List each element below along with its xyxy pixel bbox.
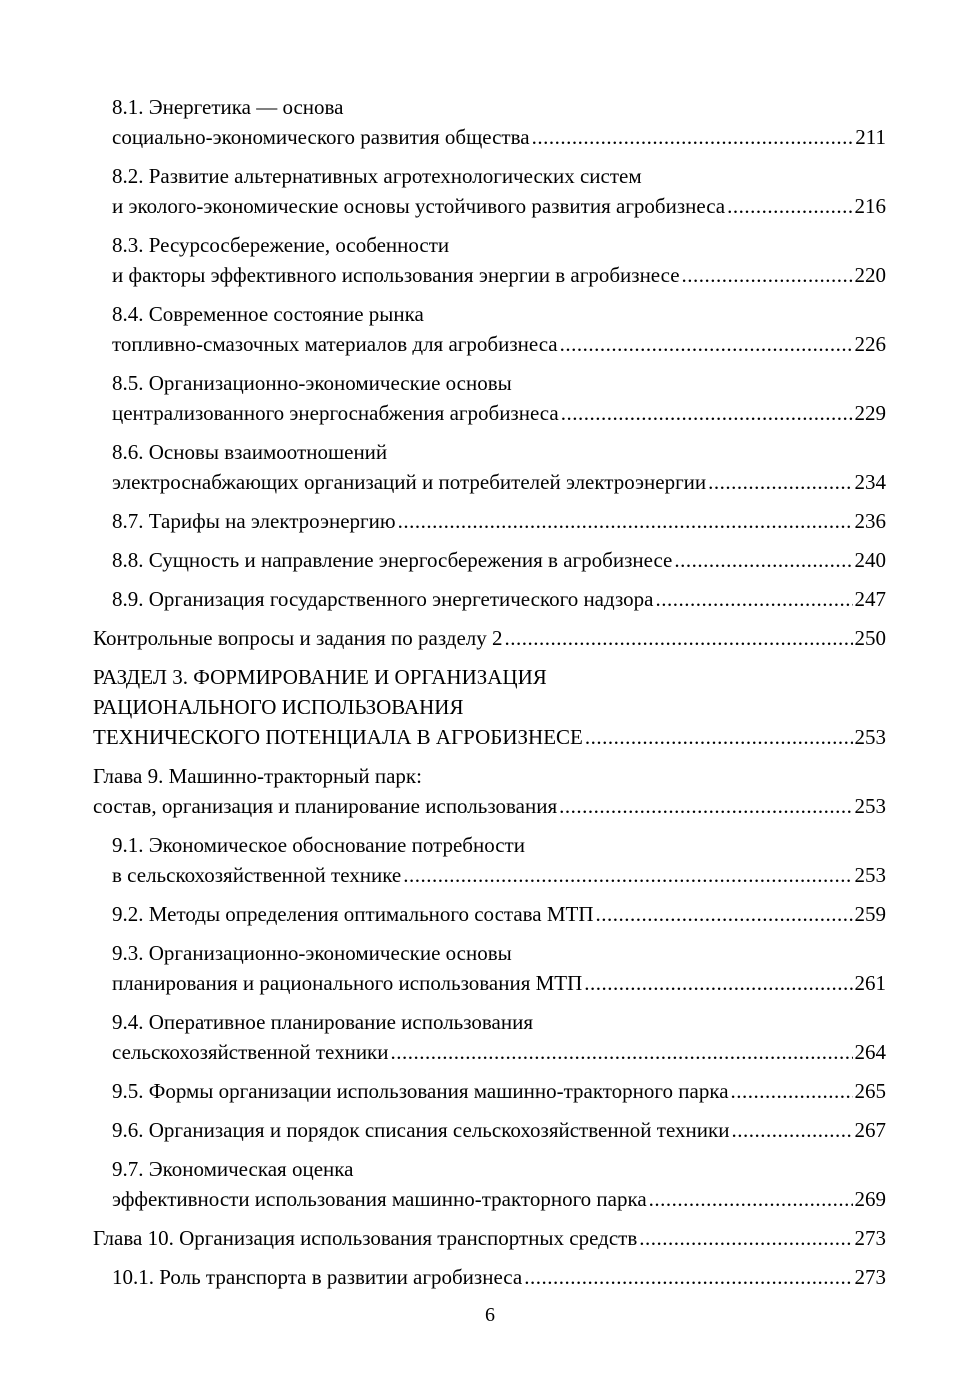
dot-leader bbox=[682, 260, 853, 290]
toc-entry-line: 9.7. Экономическая оценка bbox=[112, 1157, 354, 1181]
toc-entry[interactable] bbox=[93, 899, 886, 929]
toc-entry-line: 8.7. Тарифы на электроэнергию bbox=[112, 509, 396, 533]
toc-entry-line: Глава 9. Машинно-тракторный парк: bbox=[93, 764, 422, 788]
toc-entry[interactable] bbox=[93, 830, 886, 890]
toc-entry-last-line bbox=[112, 1115, 886, 1145]
toc-entry[interactable] bbox=[93, 938, 886, 998]
toc-entry-line: централизованного энергоснабжения агробизнеса bbox=[112, 401, 559, 425]
toc-entry-line: 8.2. Развитие альтернативных агротехнологических систем bbox=[112, 164, 642, 188]
toc-entry-line: РАЗДЕЛ 3. ФОРМИРОВАНИЕ И ОРГАНИЗАЦИЯ bbox=[93, 665, 547, 689]
dot-leader bbox=[532, 122, 854, 152]
toc-entry-line: 9.4. Оперативное планирование использования bbox=[112, 1010, 534, 1034]
dot-leader bbox=[708, 467, 852, 497]
toc-entry-line: 9.2. Методы определения оптимального состава МТП bbox=[112, 902, 594, 926]
dot-leader bbox=[585, 722, 853, 752]
toc-page-number: 211 bbox=[855, 125, 886, 149]
toc-page-number: 253 bbox=[854, 863, 886, 887]
dot-leader bbox=[559, 791, 852, 821]
toc-entry-last-line bbox=[112, 467, 886, 497]
toc-page-number: 265 bbox=[854, 1079, 886, 1103]
toc-entry-line: сельскохозяйственной техники bbox=[112, 1040, 389, 1064]
dot-leader bbox=[655, 584, 852, 614]
toc-entry-last-line bbox=[112, 398, 886, 428]
toc-entry-last-line bbox=[112, 899, 886, 929]
toc-entry-line: 9.1. Экономическое обоснование потребности bbox=[112, 833, 525, 857]
dot-leader bbox=[403, 860, 852, 890]
toc-entry[interactable] bbox=[93, 1115, 886, 1145]
toc-page-number: 253 bbox=[854, 725, 886, 749]
toc-page-number: 273 bbox=[854, 1265, 886, 1289]
toc-entry-line: 9.3. Организационно-экономические основы bbox=[112, 941, 512, 965]
toc-entry-line: 8.1. Энергетика — основа bbox=[112, 95, 344, 119]
toc-entry-line: эффективности использования машинно-тракторного парка bbox=[112, 1187, 647, 1211]
toc-entry[interactable] bbox=[93, 584, 886, 614]
toc-page-number: 259 bbox=[854, 902, 886, 926]
toc-entry-line: 10.1. Роль транспорта в развитии агробизнеса bbox=[112, 1265, 523, 1289]
toc-chapter-entry[interactable] bbox=[93, 1223, 886, 1253]
dot-leader bbox=[639, 1223, 852, 1253]
toc-entry-last-line bbox=[112, 1076, 886, 1106]
toc-entry-line: 9.5. Формы организации использования машинно-тракторного парка bbox=[112, 1079, 729, 1103]
dot-leader bbox=[584, 968, 852, 998]
toc-entry[interactable] bbox=[93, 1262, 886, 1292]
toc-page-number: 261 bbox=[854, 971, 886, 995]
toc-entry[interactable] bbox=[93, 92, 886, 152]
toc-entry-line: и факторы эффективного использования энергии в агробизнесе bbox=[112, 263, 680, 287]
toc-entry[interactable] bbox=[93, 368, 886, 428]
toc-entry-last-line bbox=[112, 329, 886, 359]
toc-section-entry[interactable] bbox=[93, 662, 886, 752]
toc-entry-line: 8.5. Организационно-экономические основы bbox=[112, 371, 512, 395]
dot-leader bbox=[505, 623, 853, 653]
dot-leader bbox=[731, 1115, 852, 1145]
toc-page-number: 250 bbox=[854, 626, 886, 650]
toc-entry-line: в сельскохозяйственной технике bbox=[112, 863, 402, 887]
dot-leader bbox=[727, 191, 852, 221]
toc-entry[interactable] bbox=[93, 506, 886, 536]
toc-page-number: 267 bbox=[854, 1118, 886, 1142]
toc-entry-last-line bbox=[112, 506, 886, 536]
toc-page-number: 269 bbox=[854, 1187, 886, 1211]
toc-entry-last-line bbox=[112, 584, 886, 614]
dot-leader bbox=[398, 506, 853, 536]
toc-entry-last-line bbox=[112, 1262, 886, 1292]
dot-leader bbox=[524, 1262, 852, 1292]
toc-entry-last-line bbox=[93, 1223, 886, 1253]
toc-page-number: 273 bbox=[854, 1226, 886, 1250]
dot-leader bbox=[561, 398, 853, 428]
toc-entry-last-line bbox=[112, 1184, 886, 1214]
toc-page-number: 220 bbox=[854, 263, 886, 287]
toc-entry-line: состав, организация и планирование использования bbox=[93, 794, 558, 818]
toc-entry-line: 8.8. Сущность и направление энергосбережения в агробизнесе bbox=[112, 548, 673, 572]
toc-entry-last-line bbox=[93, 791, 886, 821]
toc-entry-line: социально-экономического развития общества bbox=[112, 125, 530, 149]
toc-page-number: 253 bbox=[854, 794, 886, 818]
toc-entry-last-line bbox=[93, 722, 886, 752]
toc-entry-line: 8.9. Организация государственного энергетического надзора bbox=[112, 587, 654, 611]
toc-page-number: 216 bbox=[854, 194, 886, 218]
toc-page-number: 236 bbox=[854, 509, 886, 533]
toc-page-number: 247 bbox=[854, 587, 886, 611]
toc-entry[interactable] bbox=[93, 161, 886, 221]
toc-entry-line: электроснабжающих организаций и потребителей электроэнергии bbox=[112, 470, 707, 494]
toc-chapter-entry[interactable] bbox=[93, 761, 886, 821]
dot-leader bbox=[674, 545, 852, 575]
dot-leader bbox=[596, 899, 853, 929]
toc-entry[interactable] bbox=[93, 545, 886, 575]
toc-entry[interactable] bbox=[93, 1007, 886, 1067]
toc-entry-line: топливно-смазочных материалов для агробизнеса bbox=[112, 332, 558, 356]
toc-entry-last-line bbox=[112, 122, 886, 152]
toc-entry[interactable] bbox=[93, 623, 886, 653]
dot-leader bbox=[649, 1184, 853, 1214]
toc-entry[interactable] bbox=[93, 230, 886, 290]
toc-entry-line: 8.6. Основы взаимоотношений bbox=[112, 440, 388, 464]
dot-leader bbox=[560, 329, 853, 359]
toc-entry[interactable] bbox=[93, 1076, 886, 1106]
toc-entry-line: Глава 10. Организация использования транспортных средств bbox=[93, 1226, 638, 1250]
toc-entry-line: 9.6. Организация и порядок списания сельскохозяйственной техники bbox=[112, 1118, 730, 1142]
toc-entry-line: 8.3. Ресурсосбережение, особенности bbox=[112, 233, 450, 257]
toc-entry-line: ТЕХНИЧЕСКОГО ПОТЕНЦИАЛА В АГРОБИЗНЕСЕ bbox=[93, 725, 583, 749]
toc-entry[interactable] bbox=[93, 1154, 886, 1214]
toc-entry[interactable] bbox=[93, 299, 886, 359]
toc-entry-line: планирования и рационального использования МТП bbox=[112, 971, 583, 995]
toc-entry-last-line bbox=[93, 623, 886, 653]
toc-entry-last-line bbox=[112, 191, 886, 221]
toc-page-number: 240 bbox=[854, 548, 886, 572]
toc-page-number: 229 bbox=[854, 401, 886, 425]
toc-entry-line: Контрольные вопросы и задания по разделу 2 bbox=[93, 626, 503, 650]
toc-page-number: 234 bbox=[854, 470, 886, 494]
toc-entry-last-line bbox=[112, 1037, 886, 1067]
toc-entry-line: 8.4. Современное состояние рынка bbox=[112, 302, 424, 326]
toc-page-number: 264 bbox=[854, 1040, 886, 1064]
toc-entry-last-line bbox=[112, 968, 886, 998]
page-number: 6 bbox=[485, 1304, 495, 1326]
toc-entry-last-line bbox=[112, 545, 886, 575]
toc-entry[interactable] bbox=[93, 437, 886, 497]
dot-leader bbox=[731, 1076, 853, 1106]
toc-page-number: 226 bbox=[854, 332, 886, 356]
dot-leader bbox=[391, 1037, 853, 1067]
toc-entry-line: РАЦИОНАЛЬНОГО ИСПОЛЬЗОВАНИЯ bbox=[93, 695, 464, 719]
toc-entry-line: и эколого-экономические основы устойчивого развития агробизнеса bbox=[112, 194, 726, 218]
table-of-contents bbox=[93, 92, 886, 1301]
toc-entry-last-line bbox=[112, 860, 886, 890]
toc-entry-last-line bbox=[112, 260, 886, 290]
